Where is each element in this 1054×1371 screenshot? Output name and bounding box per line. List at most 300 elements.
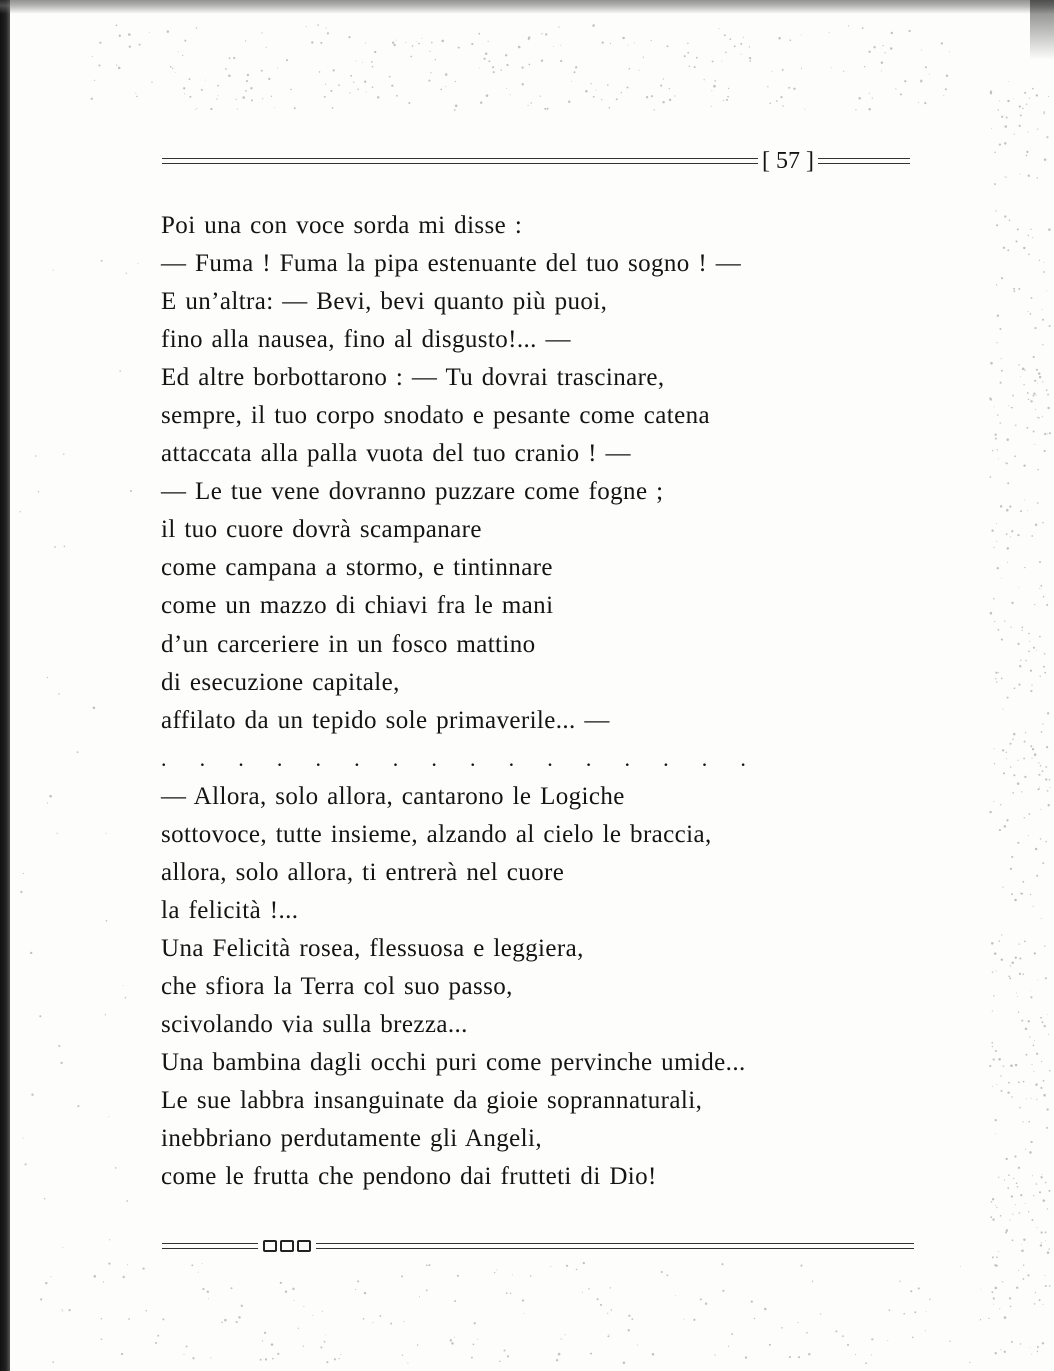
speckle-dot — [1017, 782, 1020, 785]
speckle-dot — [362, 62, 363, 63]
speckle-dot — [801, 68, 802, 69]
poem-line: Ed altre borbottarono : — Tu dovrai trascinare, — [161, 364, 665, 392]
speckle-dot — [806, 1332, 808, 1334]
speckle-dot — [1012, 792, 1014, 794]
speckle-dot — [992, 1086, 993, 1087]
speckle-dot — [1001, 277, 1003, 279]
speckle-dot — [1009, 743, 1011, 745]
speckle-dot — [319, 71, 321, 73]
speckle-dot — [393, 44, 395, 46]
speckle-dot — [990, 92, 992, 94]
speckle-dot — [522, 1299, 524, 1301]
speckle-dot — [1006, 819, 1008, 821]
speckle-dot — [924, 102, 926, 104]
speckle-dot — [885, 52, 886, 53]
speckle-dot — [390, 1323, 392, 1325]
speckle-dot — [430, 51, 431, 52]
speckle-dot — [396, 95, 398, 97]
speckle-dot — [94, 1275, 97, 1278]
speckle-dot — [749, 46, 750, 47]
speckle-dot — [1028, 399, 1029, 400]
speckle-dot — [1010, 1064, 1013, 1067]
speckle-dot — [405, 42, 406, 43]
ellipsis-dot: . — [392, 745, 399, 771]
speckle-dot — [558, 26, 559, 27]
speckle-dot — [416, 41, 417, 42]
speckle-dot — [1031, 1219, 1033, 1221]
speckle-dot — [392, 42, 394, 44]
speckle-dot — [1014, 290, 1016, 292]
speckle-dot — [1016, 1182, 1018, 1184]
speckle-dot — [268, 78, 270, 80]
speckle-dot — [995, 433, 997, 435]
speckle-dot — [996, 541, 997, 542]
speckle-dot — [590, 1353, 592, 1355]
speckle-dot — [989, 1065, 991, 1067]
speckle-dot — [57, 833, 58, 834]
speckle-dot — [669, 99, 671, 101]
speckle-dot — [996, 224, 998, 226]
speckle-dot — [568, 101, 570, 103]
speckle-dot — [1023, 1264, 1024, 1265]
speckle-dot — [151, 82, 152, 83]
speckle-dot — [1036, 94, 1038, 96]
speckle-dot — [25, 1163, 27, 1165]
speckle-dot — [473, 1344, 475, 1346]
speckle-dot — [1026, 1098, 1027, 1099]
speckle-dot — [1025, 660, 1027, 662]
speckle-dot — [1012, 395, 1014, 397]
speckle-dot — [734, 45, 736, 47]
speckle-dot — [505, 54, 507, 56]
speckle-dot — [484, 58, 486, 60]
speckle-dot — [1007, 1091, 1009, 1093]
speckle-dot — [1037, 417, 1038, 418]
speckle-dot — [1007, 249, 1009, 251]
speckle-dot — [998, 109, 1000, 111]
speckle-dot — [123, 985, 124, 986]
speckle-dot — [1035, 1292, 1036, 1293]
speckle-dot — [661, 1271, 663, 1273]
speckle-dot — [990, 398, 992, 400]
speckle-dot — [1042, 309, 1043, 310]
speckle-dot — [477, 1339, 478, 1340]
speckle-dot — [324, 96, 326, 98]
speckle-dot — [1018, 1270, 1019, 1271]
speckle-dot — [277, 68, 278, 69]
speckle-dot — [1039, 787, 1040, 788]
speckle-dot — [993, 801, 994, 802]
speckle-dot — [1030, 996, 1032, 998]
speckle-dot — [556, 1359, 558, 1361]
speckle-dot — [812, 1281, 813, 1282]
speckle-dot — [365, 42, 366, 43]
speckle-dot — [364, 81, 366, 83]
speckle-dot — [451, 1342, 454, 1345]
speckle-dot — [1046, 746, 1048, 748]
speckle-dot — [238, 1316, 240, 1318]
speckle-dot — [1041, 1061, 1042, 1062]
speckle-dot — [207, 1291, 209, 1293]
speckle-dot — [480, 101, 482, 103]
speckle-dot — [1005, 176, 1006, 177]
speckle-dot — [312, 1315, 313, 1316]
speckle-dot — [1044, 945, 1045, 946]
speckle-dot — [1040, 1087, 1042, 1089]
speckle-dot — [127, 1264, 128, 1265]
speckle-dot — [1011, 602, 1013, 604]
speckle-dot — [338, 1358, 339, 1359]
speckle-dot — [277, 1353, 279, 1355]
speckle-dot — [591, 83, 592, 84]
speckle-dot — [93, 707, 96, 710]
speckle-dot — [597, 1298, 599, 1300]
speckle-dot — [694, 66, 696, 68]
poem-line: scivolando via sulla brezza... — [161, 1010, 468, 1038]
speckle-dot — [995, 1287, 998, 1290]
speckle-dot — [445, 86, 446, 87]
speckle-dot — [1006, 463, 1008, 465]
speckle-dot — [949, 1340, 950, 1341]
speckle-dot — [410, 56, 412, 58]
speckle-dot — [216, 98, 217, 99]
speckle-dot — [262, 1340, 263, 1341]
poem-line: — Allora, solo allora, cantarono le Logiche — [161, 782, 625, 810]
speckle-dot — [541, 33, 542, 34]
speckle-dot — [788, 87, 790, 89]
speckle-dot — [576, 1269, 578, 1271]
speckle-dot — [798, 1356, 800, 1358]
speckle-dot — [265, 1358, 267, 1360]
speckle-dot — [1042, 1174, 1043, 1175]
speckle-dot — [260, 1359, 262, 1361]
speckle-dot — [389, 76, 391, 78]
speckle-dot — [995, 1264, 997, 1266]
speckle-dot — [998, 672, 999, 673]
speckle-dot — [628, 1315, 630, 1317]
speckle-dot — [593, 96, 595, 98]
header-rule-right — [818, 158, 910, 164]
speckle-dot — [512, 1274, 513, 1275]
speckle-dot — [1032, 88, 1034, 90]
speckle-dot — [990, 476, 992, 478]
speckle-dot — [561, 1338, 562, 1339]
speckle-dot — [1034, 327, 1036, 329]
speckle-dot — [1034, 1303, 1036, 1305]
speckle-dot — [136, 96, 138, 98]
poem-line: Poi una con voce sorda mi disse : — [161, 212, 523, 239]
poem-line: come un mazzo di chiavi fra le mani — [161, 592, 554, 620]
speckle-dot — [1040, 1017, 1042, 1019]
speckle-dot — [713, 85, 716, 88]
speckle-dot — [1004, 1351, 1006, 1353]
speckle-dot — [749, 60, 751, 62]
speckle-dot — [1000, 382, 1002, 384]
speckle-dot — [1010, 1306, 1012, 1308]
speckle-dot — [63, 453, 64, 454]
speckle-dot — [1023, 1121, 1024, 1122]
speckle-dot — [363, 1318, 365, 1320]
speckle-dot — [1036, 650, 1037, 651]
speckle-dot — [745, 1356, 747, 1358]
speckle-dot — [651, 40, 652, 41]
speckle-dot — [1013, 1214, 1014, 1215]
speckle-dot — [1037, 469, 1038, 470]
speckle-dot — [39, 1015, 41, 1017]
speckle-dot — [455, 105, 458, 108]
speckle-dot — [225, 68, 227, 70]
speckle-dot — [471, 1357, 473, 1359]
speckle-dot — [198, 1272, 199, 1273]
speckle-dot — [1044, 653, 1046, 655]
speckle-dot — [1034, 952, 1036, 954]
speckle-dot — [941, 42, 943, 44]
speckle-dot — [128, 33, 131, 36]
speckle-dot — [1003, 1065, 1005, 1067]
speckle-dot — [294, 107, 296, 109]
speckle-dot — [1023, 247, 1025, 249]
speckle-dot — [616, 98, 618, 100]
speckle-dot — [595, 90, 596, 91]
speckle-dot — [1042, 416, 1043, 417]
speckle-dot — [868, 108, 871, 111]
speckle-dot — [1039, 1191, 1041, 1193]
speckle-dot — [601, 99, 602, 100]
speckle-dot — [221, 1321, 223, 1323]
speckle-dot — [245, 90, 247, 92]
speckle-dot — [1015, 957, 1017, 959]
speckle-dot — [1018, 1012, 1019, 1013]
speckle-dot — [1019, 105, 1021, 107]
speckle-dot — [628, 45, 629, 46]
speckle-dot — [1029, 641, 1030, 642]
ellipsis-dot: . — [354, 745, 360, 771]
speckle-dot — [651, 95, 653, 97]
speckle-dot — [848, 25, 849, 26]
speckle-dot — [1020, 1343, 1021, 1344]
speckle-dot — [1012, 1239, 1014, 1241]
speckle-dot — [20, 511, 21, 512]
speckle-dot — [23, 873, 24, 874]
speckle-dot — [995, 1134, 996, 1135]
speckle-dot — [486, 94, 489, 97]
speckle-dot — [996, 523, 997, 524]
speckle-dot — [1045, 766, 1047, 768]
speckle-dot — [1043, 1199, 1046, 1202]
speckle-dot — [350, 75, 352, 77]
speckle-dot — [1042, 522, 1044, 524]
speckle-dot — [991, 1201, 993, 1203]
speckle-dot — [560, 45, 561, 46]
speckle-dot — [711, 106, 712, 107]
speckle-dot — [790, 39, 792, 41]
speckle-dot — [1000, 1075, 1001, 1076]
speckle-dot — [1019, 1212, 1021, 1214]
speckle-dot — [687, 52, 689, 54]
speckle-dot — [1040, 585, 1042, 587]
speckle-dot — [667, 45, 669, 47]
speckle-dot — [722, 1290, 724, 1292]
speckle-dot — [1047, 394, 1049, 396]
speckle-dot — [58, 1045, 60, 1047]
speckle-dot — [228, 74, 231, 77]
speckle-dot — [890, 47, 893, 50]
speckle-dot — [684, 55, 686, 57]
speckle-dot — [871, 1338, 873, 1340]
speckle-dot — [1014, 1155, 1016, 1157]
speckle-dot — [1033, 1195, 1034, 1196]
speckle-dot — [195, 109, 196, 110]
speckle-dot — [1009, 977, 1011, 979]
footer-rule-right — [316, 1243, 914, 1249]
speckle-dot — [1039, 1299, 1041, 1301]
speckle-dot — [1037, 502, 1039, 504]
speckle-dot — [997, 567, 999, 569]
speckle-dot — [918, 102, 919, 103]
speckle-dot — [1026, 151, 1028, 153]
speckle-dot — [675, 1295, 676, 1296]
speckle-dot — [1016, 1287, 1018, 1289]
page-header — [162, 146, 910, 176]
speckle-dot — [1040, 1176, 1042, 1178]
speckle-dot — [1047, 1208, 1048, 1209]
speckle-dot — [1038, 762, 1039, 763]
speckle-dot — [510, 94, 511, 95]
speckle-dot — [1019, 973, 1021, 975]
speckle-dot — [1001, 959, 1003, 961]
speckle-dot — [233, 57, 235, 59]
speckle-dot — [663, 78, 664, 79]
speckle-dot — [54, 546, 56, 548]
speckle-dot — [1006, 177, 1007, 178]
speckle-dot — [798, 1322, 799, 1323]
speckle-dot — [91, 98, 93, 100]
speckle-dot — [1011, 407, 1013, 409]
speckle-dot — [1035, 524, 1037, 526]
speckle-dot — [899, 1280, 900, 1281]
speckle-dot — [431, 42, 433, 44]
speckle-dot — [1017, 760, 1018, 761]
speckle-dot — [781, 1327, 783, 1329]
speckle-dot — [887, 1340, 888, 1341]
speckle-dot — [1004, 1316, 1007, 1319]
speckle-dot — [77, 1105, 79, 1107]
speckle-dot — [101, 1318, 103, 1320]
speckle-dot — [820, 1313, 821, 1314]
speckle-dot — [997, 315, 999, 317]
speckle-dot — [471, 43, 473, 45]
speckle-dot — [408, 102, 410, 104]
speckle-dot — [1004, 620, 1005, 621]
speckle-dot — [991, 529, 993, 531]
speckle-dot — [106, 833, 107, 834]
speckle-dot — [116, 64, 117, 65]
speckle-dot — [998, 629, 1000, 631]
speckle-dot — [995, 1119, 997, 1121]
speckle-dot — [322, 1311, 323, 1312]
speckle-dot — [895, 88, 896, 89]
speckle-dot — [372, 1322, 373, 1323]
speckle-dot — [960, 1266, 961, 1267]
speckle-dot — [995, 1352, 997, 1354]
speckle-dot — [1001, 358, 1002, 359]
speckle-dot — [999, 144, 1001, 146]
speckle-dot — [94, 80, 95, 81]
speckle-dot — [1031, 297, 1033, 299]
speckle-dot — [992, 1218, 994, 1220]
speckle-dot — [349, 92, 350, 93]
speckle-dot — [990, 91, 992, 93]
speckle-dot — [1035, 848, 1038, 851]
speckle-dot — [1038, 372, 1040, 374]
speckle-dot — [53, 270, 54, 271]
speckle-dot — [92, 56, 93, 57]
speckle-dot — [908, 30, 910, 32]
ellipsis-dot: . — [585, 745, 592, 771]
speckle-dot — [993, 547, 994, 548]
poem-line: attaccata alla palla vuota del tuo cranio ! — — [161, 440, 631, 468]
speckle-dot — [458, 47, 460, 49]
speckle-dot — [356, 60, 357, 61]
speckle-dot — [1001, 678, 1003, 680]
speckle-dot — [1028, 235, 1030, 237]
speckle-dot — [1007, 547, 1010, 550]
speckle-dot — [1023, 1238, 1025, 1240]
speckle-dot — [914, 1311, 916, 1313]
speckle-dot — [696, 57, 698, 59]
speckle-dot — [993, 1297, 995, 1299]
speckle-dot — [1018, 288, 1020, 290]
speckle-dot — [1040, 809, 1041, 810]
speckle-dot — [992, 450, 993, 451]
ellipsis-dot: . — [508, 745, 515, 771]
speckle-dot — [588, 1288, 590, 1290]
speckle-dot — [997, 449, 998, 450]
speckle-dot — [1002, 887, 1003, 888]
speckle-dot — [1041, 731, 1043, 733]
speckle-dot — [450, 1339, 452, 1341]
speckle-dot — [540, 95, 541, 96]
speckle-dot — [912, 1337, 914, 1339]
speckle-dot — [119, 35, 121, 37]
speckle-dot — [1042, 381, 1043, 382]
speckle-dot — [751, 1300, 753, 1302]
speckle-dot — [925, 66, 927, 68]
speckle-dot — [530, 1275, 532, 1277]
speckle-dot — [20, 891, 22, 893]
speckle-dot — [1030, 1347, 1031, 1348]
speckle-dot — [1030, 690, 1032, 692]
speckle-dot — [109, 1239, 110, 1240]
speckle-dot — [1042, 862, 1044, 864]
speckle-dot — [1033, 393, 1035, 395]
speckle-dot — [1009, 219, 1011, 221]
speckle-dot — [1036, 875, 1038, 877]
speckle-dot — [1027, 1274, 1029, 1276]
speckle-dot — [843, 71, 844, 72]
speckle-dot — [396, 40, 397, 41]
speckle-dot — [1036, 177, 1037, 178]
speckle-dot — [1030, 894, 1031, 895]
speckle-dot — [724, 34, 726, 36]
speckle-dot — [38, 491, 40, 493]
speckle-dot — [995, 672, 997, 674]
speckle-dot — [338, 84, 340, 86]
speckle-dot — [1017, 842, 1019, 844]
speckle-dot — [1027, 510, 1028, 511]
speckle-dot — [1011, 627, 1012, 628]
speckle-dot — [1045, 977, 1047, 979]
